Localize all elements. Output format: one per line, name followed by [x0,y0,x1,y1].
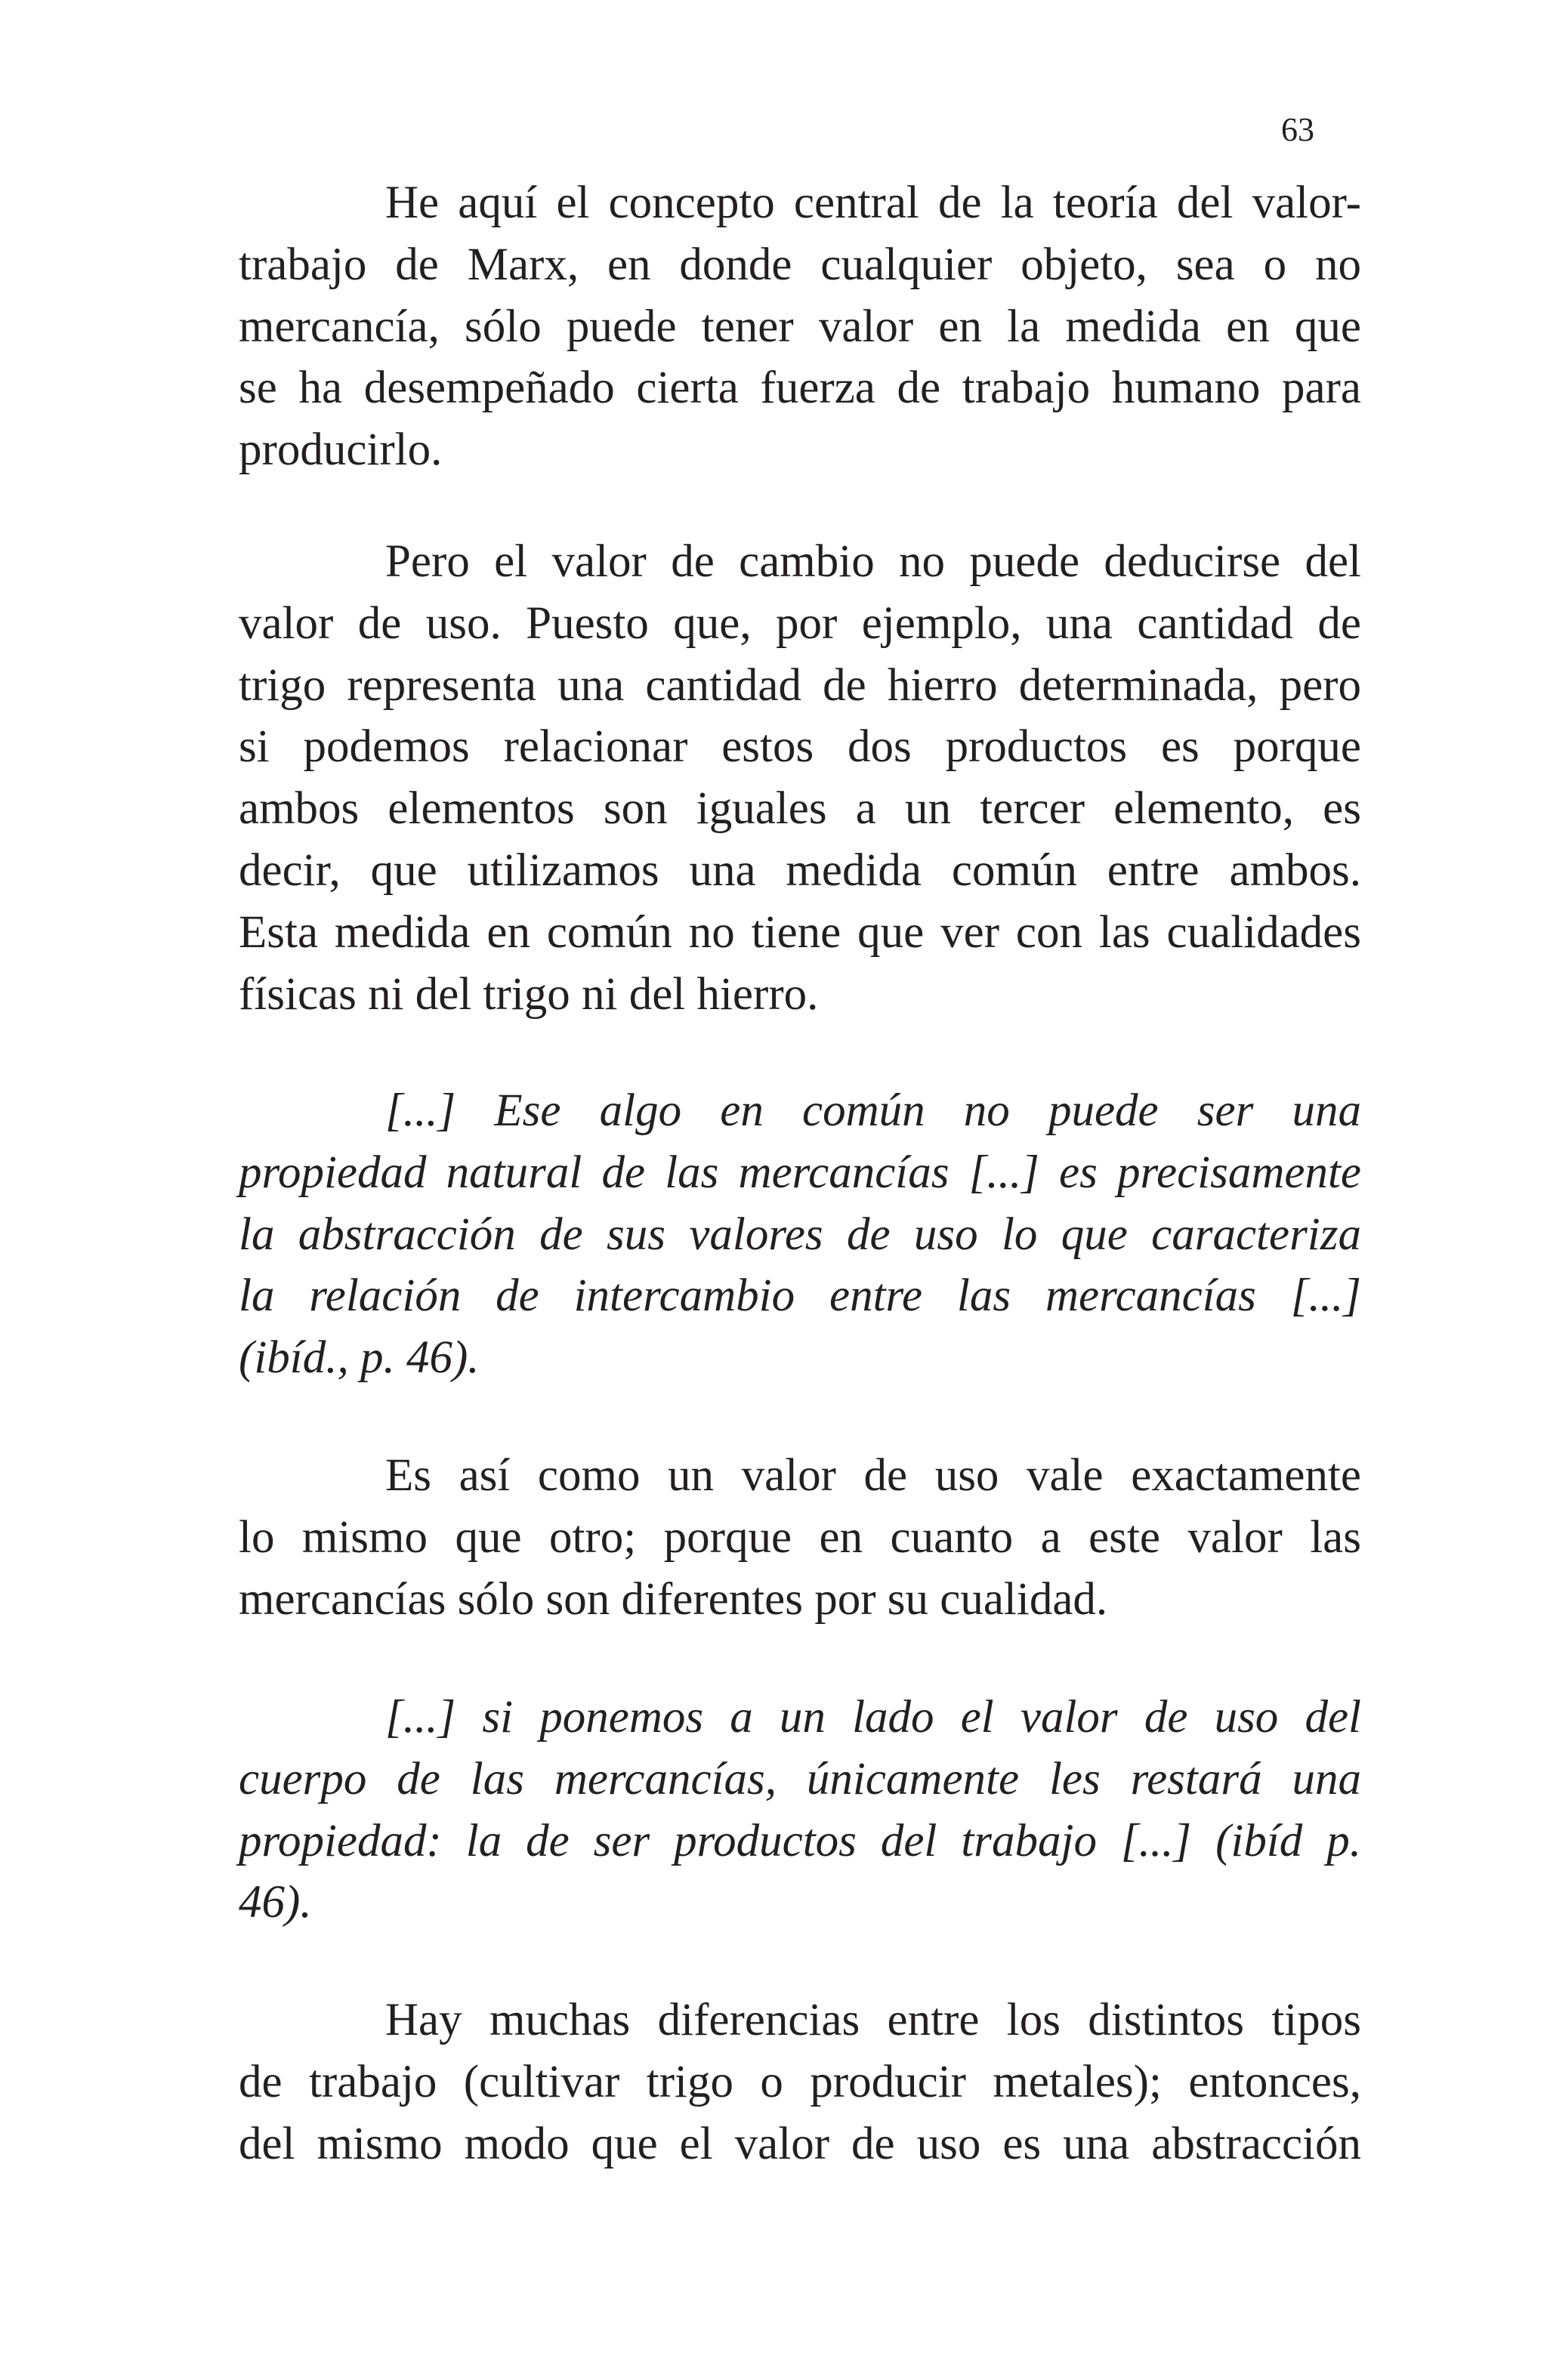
text-line: mercancía, sólo puede tener valor en la medida en que [239,301,1361,352]
text-line: trabajo de Marx, en donde cualquier objeto, sea o no [239,239,1361,290]
text-line: trigo representa una cantidad de hierro determinada, pero [239,659,1361,711]
paragraph-2 [239,531,1361,1025]
paragraph-3 [239,1445,1361,1630]
text-line: valor de uso. Puesto que, por ejemplo, una cantidad de [239,597,1361,649]
text-line: físicas ni del trigo ni del hierro. [239,968,819,1020]
text-line: producirlo. [239,424,443,476]
text-line: si podemos relacionar estos dos productos es porque [239,721,1361,773]
text-line: de trabajo (cultivar trigo o producir metales); entonces, [239,2056,1361,2107]
text-line: se ha desempeñado cierta fuerza de trabajo humano para [239,363,1361,414]
text-line: del mismo modo que el valor de uso es una abstracción [239,2118,1361,2169]
text-line: mercancías sólo son diferentes por su cualidad. [239,1573,1108,1625]
text-line: He aquí el concepto central de la teoría del valor- [385,177,1361,228]
page-number: 63 [1281,111,1314,148]
text-line: decir, que utilizamos una medida común entre ambos. [239,844,1361,896]
text-line: cuerpo de las mercancías, únicamente les restará una [239,1753,1361,1804]
paragraph-1 [239,172,1361,481]
paragraph-4 [239,1990,1361,2175]
text-line: lo mismo que otro; porque en cuanto a este valor las [239,1511,1361,1563]
text-line: Hay muchas diferencias entre los distintos tipos [385,1995,1361,2045]
block-quote-2 [239,1687,1361,1934]
text-line: [...] Ese algo en común no puede ser una [385,1085,1361,1136]
text-line: (ibíd., p. 46). [239,1332,480,1384]
text-line: propiedad: la de ser productos del trabajo [...] (ibíd p. [239,1815,1361,1866]
text-line: la relación de intercambio entre las mercancías [...] [239,1270,1361,1322]
text-line: ambos elementos son iguales a un tercer elemento, es [239,783,1361,835]
text-line: Esta medida en común no tiene que ver con las cualidades [239,906,1361,958]
text-line: [...] si ponemos a un lado el valor de uso del [385,1692,1361,1743]
text-line: Es así como un valor de uso vale exactamente [385,1450,1361,1501]
text-line: propiedad natural de las mercancías [...] es precisamente [239,1147,1361,1198]
block-quote-1 [239,1080,1361,1389]
text-line: 46). [239,1877,312,1928]
text-line: la abstracción de sus valores de uso lo que caracteriza [239,1209,1361,1260]
text-line: Pero el valor de cambio no puede deducirse del [385,536,1361,587]
